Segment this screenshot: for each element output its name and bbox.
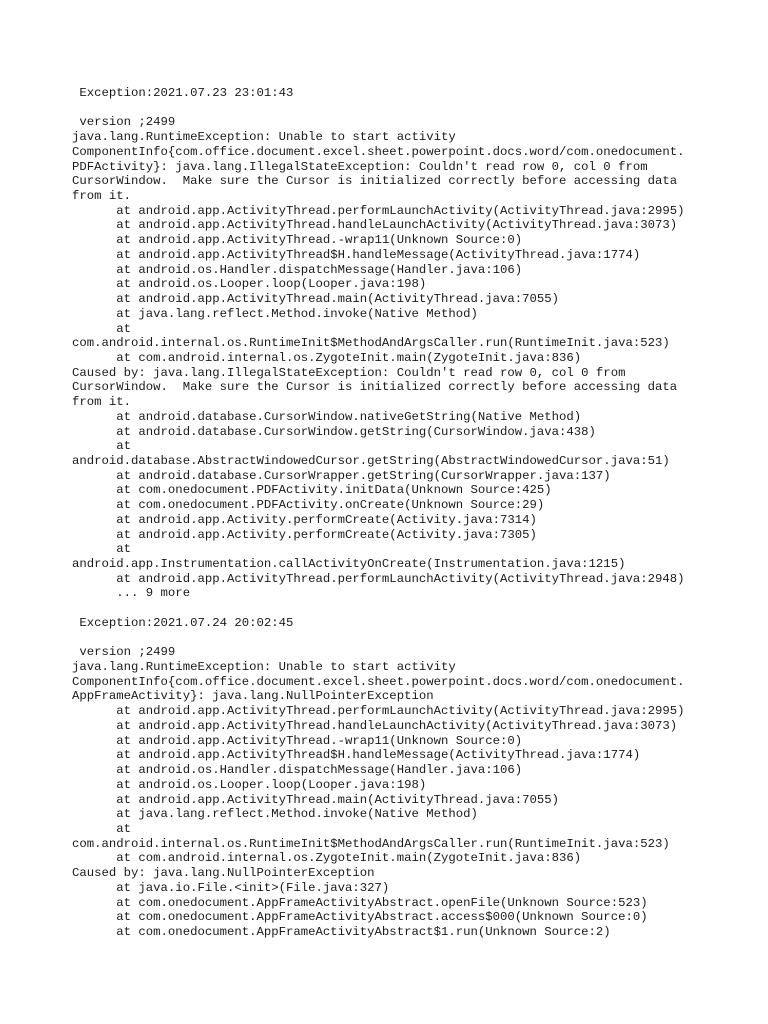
log-line: at android.os.Handler.dispatchMessage(Handler.java:106): [72, 262, 523, 277]
log-line: at android.app.ActivityThread.-wrap11(Unknown Source:0): [72, 733, 523, 748]
log-line: at android.app.ActivityThread$H.handleMessage(ActivityThread.java:1774): [72, 247, 641, 262]
log-line: at android.app.ActivityThread.performLaunchActivity(ActivityThread.java:2995): [72, 704, 685, 719]
log-line: com.android.internal.os.RuntimeInit$MethodAndArgsCaller.run(RuntimeInit.java:523): [72, 336, 670, 351]
log-line: from it.: [72, 189, 132, 204]
log-line: CursorWindow. Make sure the Cursor is initialized correctly before accessing data: [72, 174, 678, 189]
log-line: at android.app.ActivityThread$H.handleMessage(ActivityThread.java:1774): [72, 748, 641, 763]
log-line: at android.os.Looper.loop(Looper.java:198): [72, 277, 427, 292]
log-line: at com.onedocument.AppFrameActivityAbstract.openFile(Unknown Source:523): [72, 895, 648, 910]
log-line: at java.lang.reflect.Method.invoke(Native Method): [72, 807, 478, 822]
log-line: com.android.internal.os.RuntimeInit$MethodAndArgsCaller.run(RuntimeInit.java:523): [72, 836, 670, 851]
log-line: at android.app.ActivityThread.performLaunchActivity(ActivityThread.java:2995): [72, 203, 685, 218]
log-line: at com.onedocument.PDFActivity.onCreate(Unknown Source:29): [72, 498, 545, 513]
log-line: PDFActivity}: java.lang.IllegalStateException: Couldn't read row 0, col 0 from: [72, 159, 648, 174]
log-line: at android.database.CursorWindow.nativeGetString(Native Method): [72, 409, 582, 424]
log-line: at android.os.Handler.dispatchMessage(Handler.java:106): [72, 763, 523, 778]
log-line: from it.: [72, 395, 132, 410]
log-line: version ;2499: [72, 115, 176, 130]
log-line: at android.app.ActivityThread.main(ActivityThread.java:7055): [72, 292, 560, 307]
log-line: ComponentInfo{com.office.document.excel.sheet.powerpoint.docs.word/com.onedocument.: [72, 144, 685, 159]
log-line: at android.app.Activity.performCreate(Activity.java:7305): [72, 527, 537, 542]
log-line: ComponentInfo{com.office.document.excel.sheet.powerpoint.docs.word/com.onedocument.: [72, 674, 685, 689]
log-line: at: [72, 821, 132, 836]
log-line: android.database.AbstractWindowedCursor.getString(AbstractWindowedCursor.java:51): [72, 453, 670, 468]
log-line: version ;2499: [72, 645, 176, 660]
log-line: ... 9 more: [72, 586, 191, 601]
log-line: at android.app.ActivityThread.main(ActivityThread.java:7055): [72, 792, 560, 807]
log-line: at android.database.CursorWindow.getString(CursorWindow.java:438): [72, 424, 596, 439]
log-line: at com.onedocument.PDFActivity.initData(Unknown Source:425): [72, 483, 552, 498]
log-line: at android.database.CursorWrapper.getString(CursorWrapper.java:137): [72, 468, 611, 483]
log-line: [72, 101, 712, 116]
log-line: at android.app.ActivityThread.handleLaunchActivity(ActivityThread.java:3073): [72, 718, 678, 733]
log-line: at android.app.ActivityThread.-wrap11(Unknown Source:0): [72, 233, 523, 248]
log-line: at com.onedocument.AppFrameActivityAbstract.access$000(Unknown Source:0): [72, 910, 648, 925]
log-line: Exception:2021.07.24 20:02:45: [72, 615, 294, 630]
log-line: at android.app.ActivityThread.performLaunchActivity(ActivityThread.java:2948): [72, 571, 685, 586]
log-line: android.app.Instrumentation.callActivityOnCreate(Instrumentation.java:1215): [72, 557, 626, 571]
log-line: java.lang.RuntimeException: Unable to start activity: [72, 130, 456, 145]
log-line: at: [72, 439, 132, 454]
log-line: at android.app.Activity.performCreate(Activity.java:7314): [72, 512, 537, 527]
log-line: [72, 601, 712, 616]
log-line: Caused by: java.lang.NullPointerException: [72, 866, 375, 881]
log-line: Caused by: java.lang.IllegalStateException: Couldn't read row 0, col 0 from: [72, 365, 626, 380]
log-line: at: [72, 542, 132, 557]
log-line: CursorWindow. Make sure the Cursor is initialized correctly before accessing data: [72, 380, 678, 395]
log-line: at com.android.internal.os.ZygoteInit.main(ZygoteInit.java:836): [72, 851, 582, 866]
crash-log-document: [72, 86, 712, 940]
log-line: at android.os.Looper.loop(Looper.java:198): [72, 777, 427, 792]
log-line: [72, 631, 712, 646]
log-line: at com.onedocument.AppFrameActivityAbstract$1.run(Unknown Source:2): [72, 924, 611, 939]
log-line: at android.app.ActivityThread.handleLaunchActivity(ActivityThread.java:3073): [72, 218, 678, 233]
log-line: AppFrameActivity}: java.lang.NullPointerException: [72, 689, 434, 704]
log-line: at com.android.internal.os.ZygoteInit.main(ZygoteInit.java:836): [72, 350, 582, 365]
log-line: Exception:2021.07.23 23:01:43: [72, 86, 294, 100]
log-line: at java.io.File.<init>(File.java:327): [72, 880, 390, 895]
log-line: at java.lang.reflect.Method.invoke(Native Method): [72, 306, 478, 321]
log-line: at: [72, 321, 132, 336]
log-line: java.lang.RuntimeException: Unable to start activity: [72, 660, 456, 675]
